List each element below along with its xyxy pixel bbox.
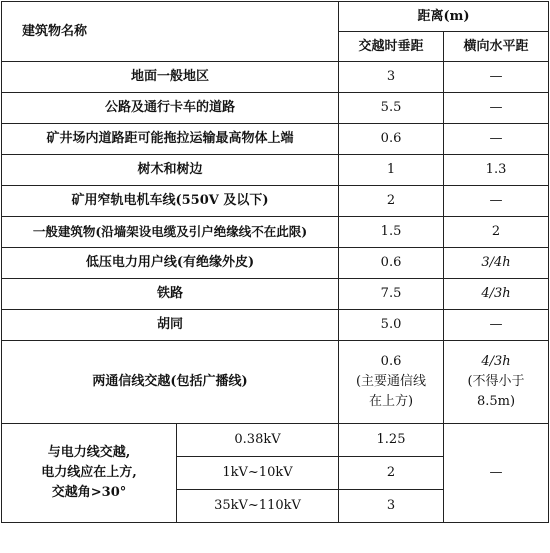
row-vertical: 3 — [339, 62, 444, 93]
row-name: 矿用窄轨电机车线(550V 及以下) — [2, 186, 339, 217]
horizontal-line-2: (不得小于 — [467, 374, 525, 389]
table-row — [2, 248, 549, 279]
power-vertical: 3 — [339, 490, 444, 523]
horizontal-line-3: 8.5m) — [476, 394, 516, 409]
row-name: 一般建筑物(沿墙架设电缆及引户绝缘线不在此限) — [2, 217, 339, 248]
row-vertical: 5.5 — [339, 93, 444, 124]
header-row-1 — [2, 2, 549, 32]
power-label-line-2: 电力线应在上方, — [41, 465, 137, 480]
table-row — [2, 310, 549, 341]
vertical-line-3: 在上方) — [368, 394, 414, 409]
power-vertical: 2 — [339, 457, 444, 490]
table-row-comm — [2, 341, 549, 424]
row-name: 两通信线交越(包括广播线) — [2, 341, 339, 424]
row-vertical: 0.6 — [339, 124, 444, 155]
row-horizontal: — — [444, 186, 549, 217]
row-vertical-multiline — [339, 341, 444, 424]
header-horizontal: 横向水平距 — [444, 32, 549, 62]
table-row-power — [2, 424, 549, 457]
row-name: 胡同 — [2, 310, 339, 341]
vertical-line-2: (主要通信线 — [355, 374, 427, 389]
table-row — [2, 124, 549, 155]
table-row — [2, 217, 549, 248]
row-name: 地面一般地区 — [2, 62, 339, 93]
row-vertical: 1.5 — [339, 217, 444, 248]
power-voltage: 1kV~10kV — [177, 457, 339, 490]
row-name: 矿井场内道路距可能拖拉运输最高物体上端 — [2, 124, 339, 155]
power-voltage: 0.38kV — [177, 424, 339, 457]
table-row — [2, 155, 549, 186]
distance-spec-table — [1, 1, 549, 523]
power-label — [2, 424, 177, 523]
row-horizontal: — — [444, 93, 549, 124]
header-distance: 距离(m) — [339, 2, 549, 32]
row-horizontal: 2 — [444, 217, 549, 248]
power-label-line-1: 与电力线交越, — [47, 445, 131, 460]
row-horizontal: 3/4h — [444, 248, 549, 279]
power-voltage: 35kV~110kV — [177, 490, 339, 523]
power-label-line-3: 交越角>30° — [51, 485, 127, 500]
row-horizontal: — — [444, 124, 549, 155]
row-vertical: 5.0 — [339, 310, 444, 341]
row-vertical: 2 — [339, 186, 444, 217]
vertical-line-1: 0.6 — [380, 354, 402, 369]
header-building-name: 建筑物名称 — [2, 2, 339, 62]
row-horizontal: 4/3h — [444, 279, 549, 310]
spec-table-container — [1, 1, 549, 523]
row-horizontal-multiline — [444, 341, 549, 424]
horizontal-line-1: 4/3h — [481, 354, 511, 369]
row-name: 铁路 — [2, 279, 339, 310]
row-name: 公路及通行卡车的道路 — [2, 93, 339, 124]
header-vertical: 交越时垂距 — [339, 32, 444, 62]
power-vertical: 1.25 — [339, 424, 444, 457]
row-vertical: 1 — [339, 155, 444, 186]
row-horizontal: — — [444, 62, 549, 93]
row-vertical: 0.6 — [339, 248, 444, 279]
row-name: 树木和树边 — [2, 155, 339, 186]
power-horizontal: — — [444, 424, 549, 523]
table-row — [2, 279, 549, 310]
table-row — [2, 93, 549, 124]
row-horizontal: 1.3 — [444, 155, 549, 186]
table-row — [2, 62, 549, 93]
row-name: 低压电力用户线(有绝缘外皮) — [2, 248, 339, 279]
row-horizontal: — — [444, 310, 549, 341]
table-row — [2, 186, 549, 217]
row-vertical: 7.5 — [339, 279, 444, 310]
